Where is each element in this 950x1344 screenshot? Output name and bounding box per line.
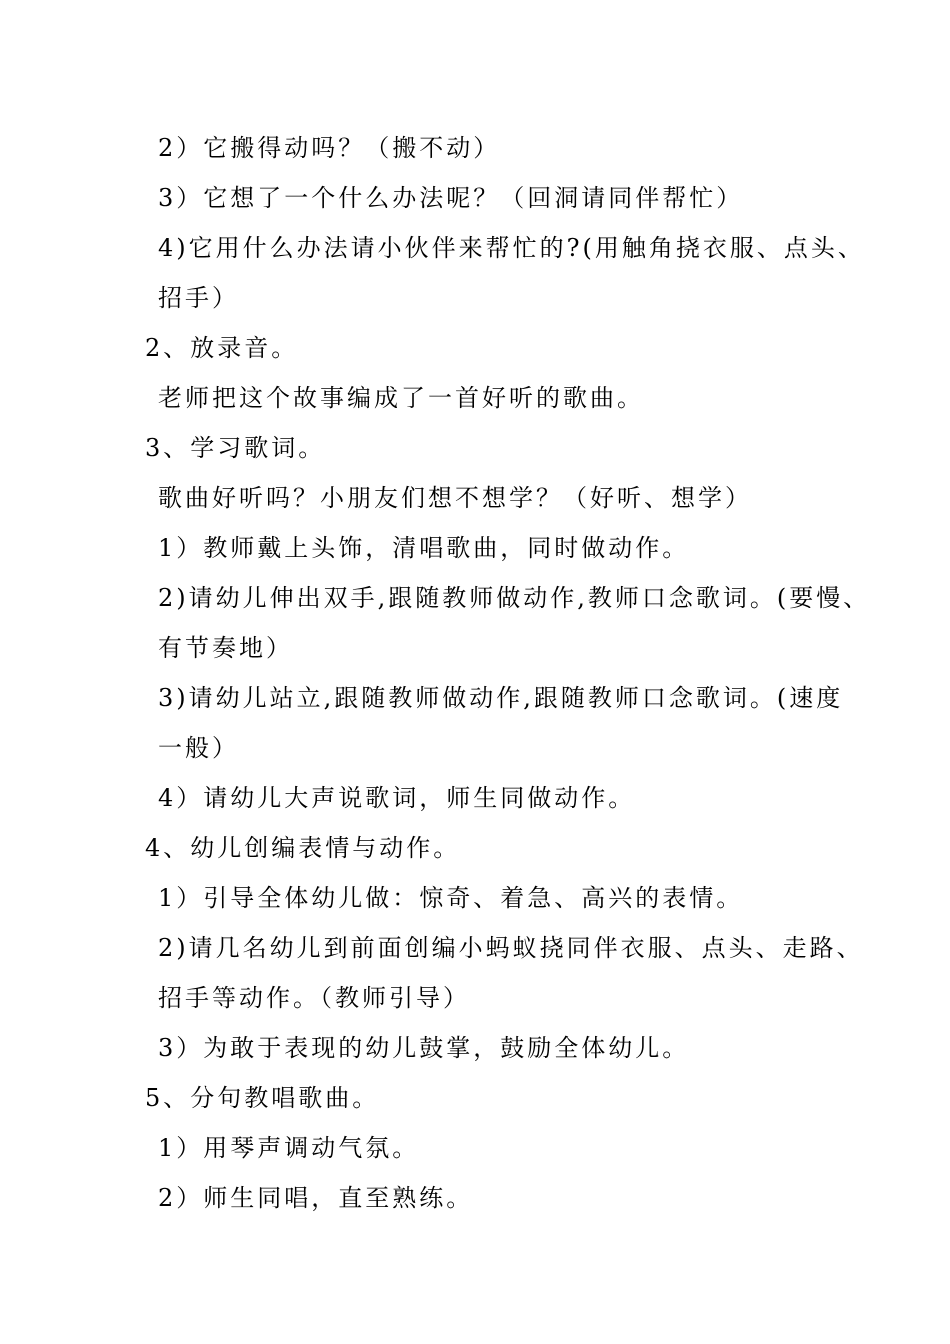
text-line: 1）用琴声调动气氛。 (158, 1134, 420, 1162)
text-line: 1）教师戴上头饰，清唱歌曲，同时做动作。 (158, 534, 690, 562)
text-line: 招手） (158, 284, 239, 312)
text-line: 2）它搬得动吗？（搬不动） (158, 134, 501, 162)
text-line: 招手等动作。（教师引导） (158, 984, 470, 1012)
section-heading: 4、幼儿创编表情与动作。 (145, 834, 461, 862)
section-heading: 3、学习歌词。 (145, 434, 326, 462)
text-line: 歌曲好听吗？小朋友们想不想学？（好听、想学） (158, 484, 752, 512)
text-line: 3)请幼儿站立,跟随教师做动作,跟随教师口念歌词。(速度 (158, 684, 844, 712)
text-line: 3）它想了一个什么办法呢？（回洞请同伴帮忙） (158, 184, 744, 212)
text-line: 有节奏地） (158, 634, 293, 662)
text-line: 1）引导全体幼儿做：惊奇、着急、高兴的表情。 (158, 884, 744, 912)
text-line: 3）为敢于表现的幼儿鼓掌，鼓励全体幼儿。 (158, 1034, 690, 1062)
section-heading: 2、放录音。 (145, 334, 299, 362)
text-line: 2）师生同唱，直至熟练。 (158, 1184, 474, 1212)
text-line: 2)请幼儿伸出双手,跟随教师做动作,教师口念歌词。(要慢、 (158, 584, 871, 612)
text-line: 2)请几名幼儿到前面创编小蚂蚁挠同伴衣服、点头、走路、 (158, 934, 864, 962)
section-heading: 5、分句教唱歌曲。 (145, 1084, 380, 1112)
text-line: 4）请幼儿大声说歌词，师生同做动作。 (158, 784, 636, 812)
text-line: 4)它用什么办法请小伙伴来帮忙的?(用触角挠衣服、点头、 (158, 234, 865, 262)
text-line: 一般） (158, 734, 239, 762)
text-line: 老师把这个故事编成了一首好听的歌曲。 (158, 384, 644, 412)
